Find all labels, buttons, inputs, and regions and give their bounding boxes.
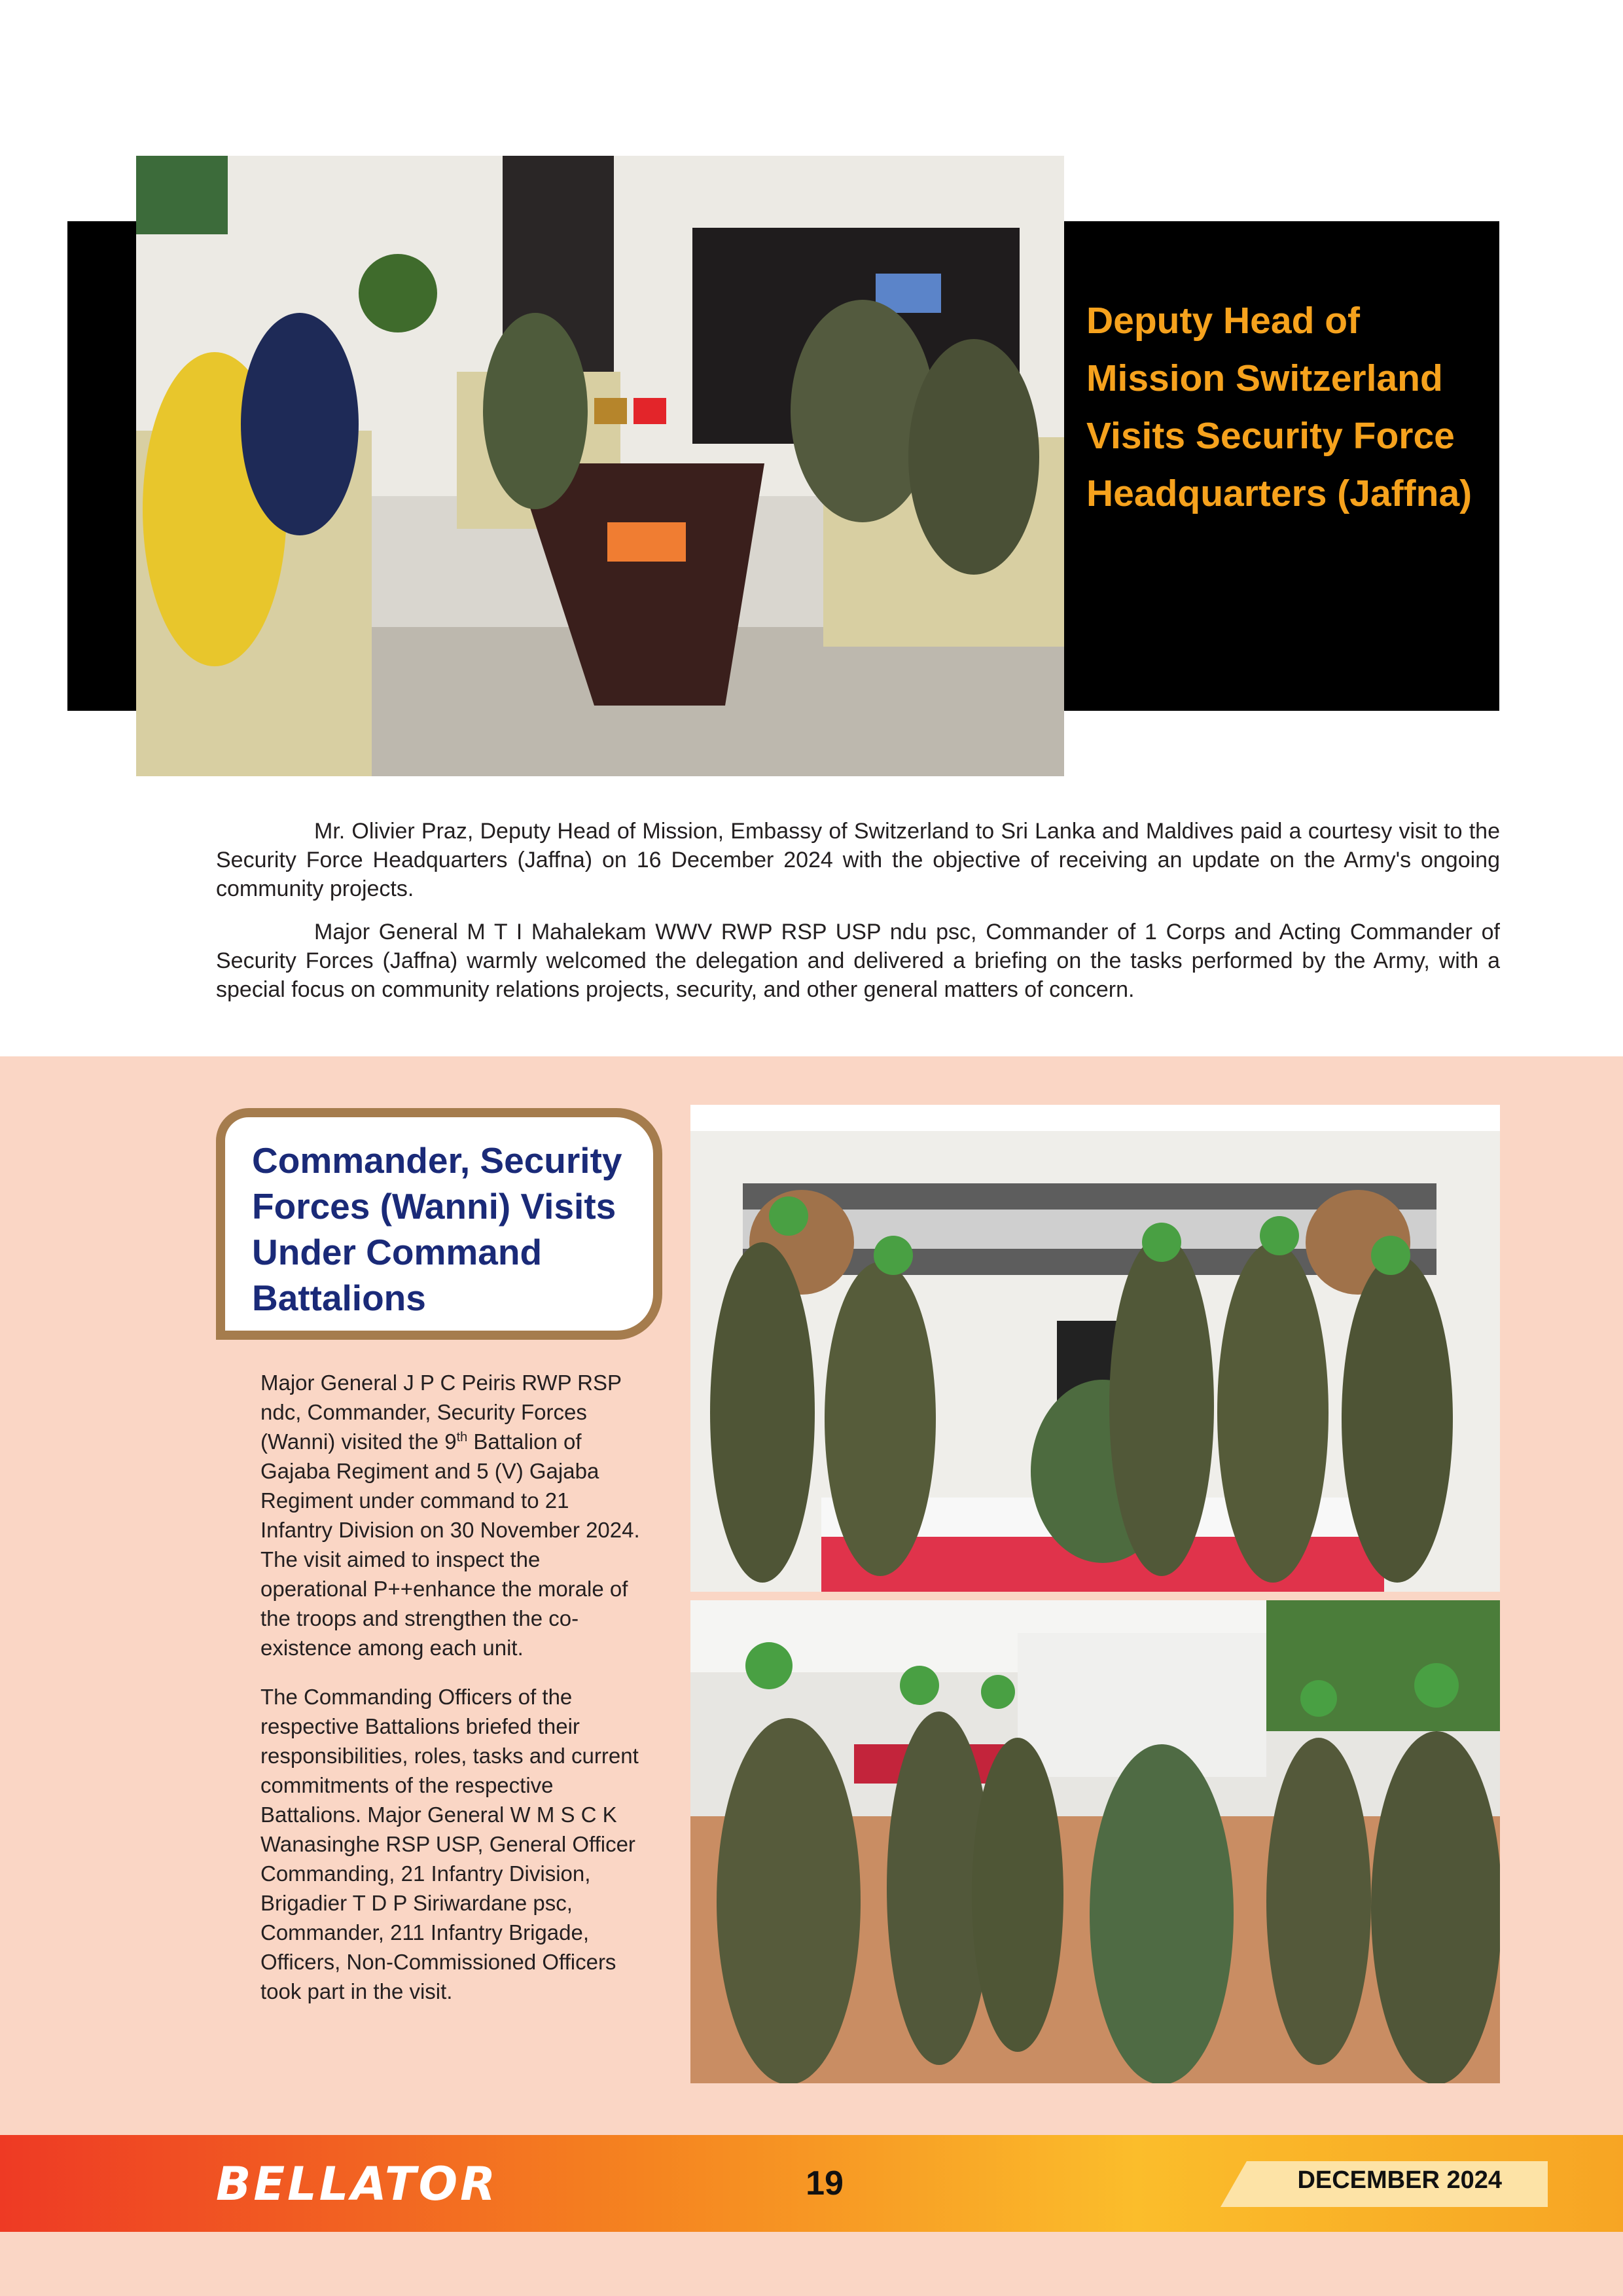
photo-jaffna-meeting [136,156,1064,776]
article2-title: Commander, Security Forces (Wanni) Visits Under Command Battalions [252,1140,622,1318]
article2-paragraph-2: The Commanding Officers of the respective Battalions briefed their responsibilities, roles, tasks and current commitments of the respective Battalions. Major General W M S C K Wanasinghe RSP USP, General Officer Commanding, 21 Infantry Division, Brigadier T D P Siriwardane psc, Commander, 211 Infantry Brigade, Officers, Non-Commissioned Officers took part in the visit. [260,1685,639,2003]
magazine-logo: BELLATOR [216,2157,499,2211]
article2-paragraph-1: Major General J P C Peiris RWP RSP ndc, Commander, Security Forces (Wanni) visited the 9th Battalion of Gajaba Regiment and 5 (V) Gajaba Regiment under command to 21 Infantry Division on 30 November 2024. The visit aimed to inspect the operational P++enhance the morale of the troops and strengthen the co-existence among each unit. [260,1371,640,1660]
article1-paragraph-1: Mr. Olivier Praz, Deputy Head of Mission, Embassy of Switzerland to Sri Lanka and Maldives paid a courtesy visit to the Security Force Headquarters (Jaffna) on 16 December 2024 with the objective of receiving an update on the Army's ongoing community projects. [216,819,1500,901]
article2-body [260,1368,643,2026]
issue-date: DECEMBER 2024 [1297,2166,1502,2194]
photo-wanni-signing [690,1105,1500,1592]
article1-title: Deputy Head of Mission Switzerland Visits Security Force Headquarters (Jaffna) [1086,300,1472,514]
photo-wanni-handshake [690,1600,1500,2083]
page-number: 19 [806,2164,844,2202]
article1-body [216,817,1500,1018]
article1-paragraph-2: Major General M T I Mahalekam WWV RWP RSP USP ndu psc, Commander of 1 Corps and Acting Commander of Security Forces (Jaffna) warmly welcomed the delegation and delivered a briefing on the tasks performed by the Army, with a special focus on community relations projects, security, and other general matters of concern. [216,920,1500,1002]
